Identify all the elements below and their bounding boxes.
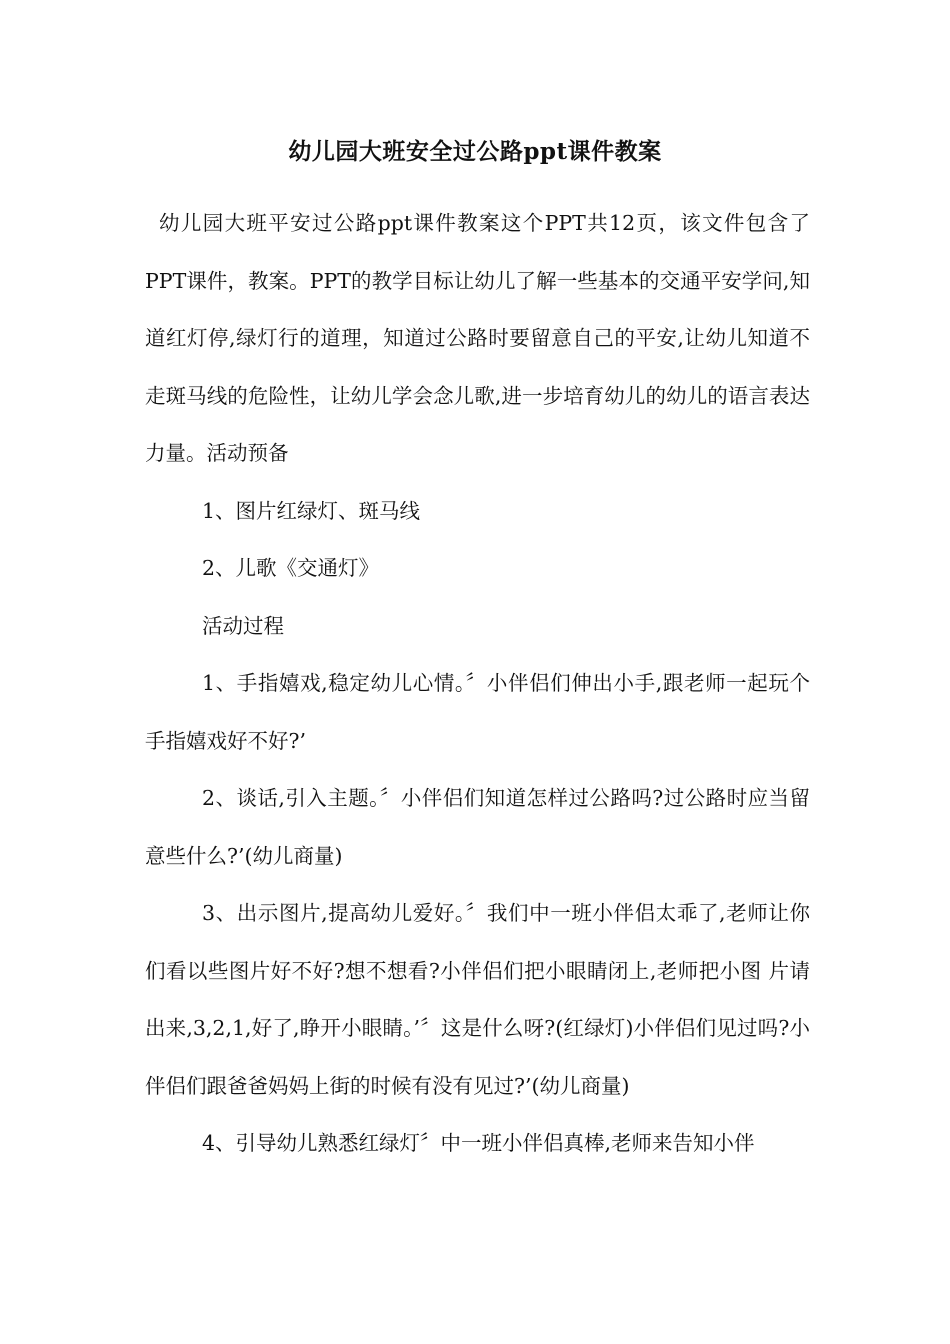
paragraph-material-2: 2、儿歌《交通灯》 bbox=[202, 556, 380, 580]
document-body bbox=[145, 195, 810, 1173]
paragraph-process-heading: 活动过程 bbox=[202, 613, 284, 638]
paragraph-step-1: 1、手指嬉戏,稳定幼儿心情。〞小伴侣们伸出小手,跟老师一起玩个手指嬉戏好不好?’ bbox=[145, 671, 810, 753]
paragraph-material-1: 1、图片红绿灯、斑马线 bbox=[202, 498, 421, 523]
paragraph-step-3: 3、出示图片,提高幼儿爱好。〞我们中一班小伴侣太乖了,老师让你们看以些图片好不好?想不想看?小伴侣们把小眼睛闭上,老师把小图 片请出来,3,2,1,好了,睁开小眼睛。’〞这是什么呀?(红绿灯)小伴侣们见过吗?小伴侣们跟爸爸妈妈上街的时候有没有见过?’(幼儿商量) bbox=[145, 901, 810, 1098]
paragraph-step-2: 2、谈话,引入主题。〞小伴侣们知道怎样过公路吗?过公路时应当留意些什么?’(幼儿商量) bbox=[145, 786, 810, 868]
paragraph-intro: 幼儿园大班平安过公路ppt课件教案这个PPT共12页，该文件包含了PPT课件，教案。PPT的教学目标让幼儿了解一些基本的交通平安学问,知道红灯停,绿灯行的道理，知道过公路时要留意自己的平安,让幼儿知道不走斑马线的危险性，让幼儿学会念儿歌,进一步培育幼儿的幼儿的语言表达力量。活动预备 bbox=[145, 211, 810, 465]
paragraph-step-4: 4、引导幼儿熟悉红绿灯〞中一班小伴侣真棒,老师来告知小伴 bbox=[202, 1131, 755, 1155]
document-title: 幼儿园大班安全过公路ppt课件教案 bbox=[288, 138, 662, 165]
